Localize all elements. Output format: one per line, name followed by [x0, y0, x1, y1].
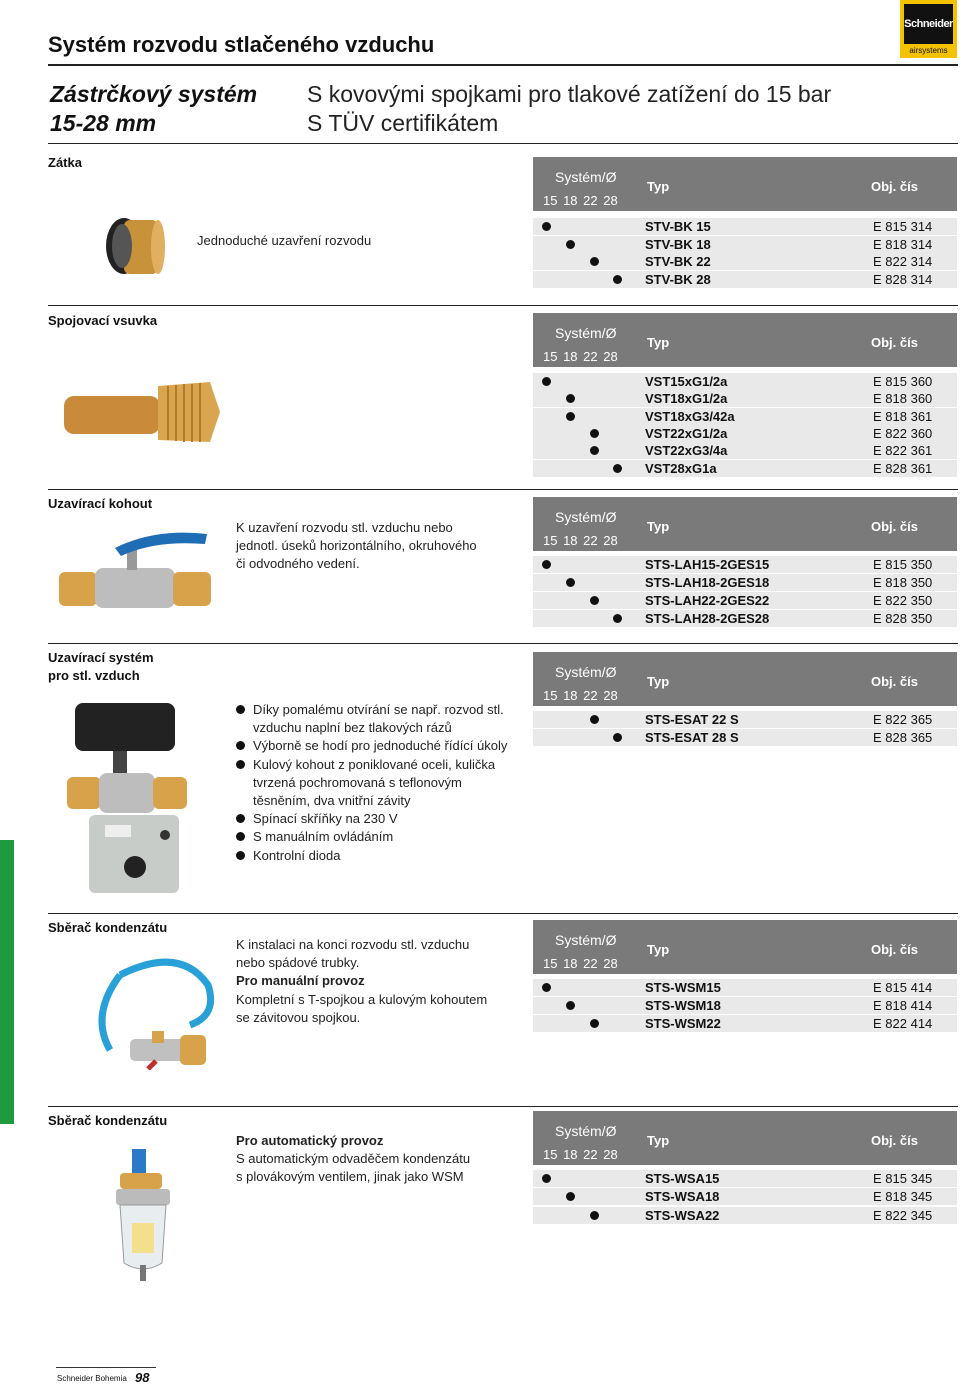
table-row — [533, 592, 957, 609]
desc-line: nebo spádové trubky. — [236, 955, 360, 971]
wsa-description — [236, 1132, 470, 1187]
row-obj: E 822 350 — [873, 593, 933, 608]
table-row — [533, 1015, 957, 1032]
desc-bold: Pro automatický provoz — [236, 1133, 384, 1148]
th-system: Systém/Ø — [555, 509, 617, 525]
nipple-image — [60, 372, 225, 452]
row-obj: E 822 414 — [873, 1016, 933, 1031]
row-typ: STS-WSA18 — [645, 1189, 720, 1204]
row-obj: E 815 314 — [873, 219, 933, 234]
size-dot — [542, 1174, 551, 1183]
size-dot — [590, 429, 599, 438]
schneider-logo — [900, 0, 957, 58]
size-dot — [613, 275, 622, 284]
table-header-4 — [533, 652, 957, 706]
row-typ: STV-BK 28 — [645, 272, 711, 287]
table-row — [533, 253, 957, 270]
table-header-6 — [533, 1111, 957, 1165]
size-dot — [542, 983, 551, 992]
th-typ: Typ — [647, 335, 670, 350]
th-typ: Typ — [647, 942, 670, 957]
feature-item: Výborně se hodí pro jednoduché řídící úkoly — [236, 737, 518, 755]
table-row — [533, 442, 957, 459]
th-typ: Typ — [647, 179, 670, 194]
row-obj: E 828 350 — [873, 611, 933, 626]
condensate-collector-manual-image — [90, 955, 220, 1070]
row-obj: E 822 360 — [873, 426, 933, 441]
table-row — [533, 460, 957, 477]
th-sizes: 15 18 22 28 — [543, 349, 618, 364]
row-obj: E 828 361 — [873, 461, 933, 476]
row-typ: VST15xG1/2a — [645, 374, 728, 389]
system-subtitle — [307, 80, 831, 138]
row-typ: STV-BK 15 — [645, 219, 711, 234]
th-system: Systém/Ø — [555, 1123, 617, 1139]
size-dot — [590, 446, 599, 455]
row-obj: E 815 360 — [873, 374, 933, 389]
table-header-3 — [533, 497, 957, 551]
row-typ: STS-LAH28-2GES28 — [645, 611, 770, 626]
row-obj: E 815 345 — [873, 1171, 933, 1186]
kohout-description — [236, 519, 477, 574]
subtitle-rule — [48, 143, 958, 144]
shutoff-system-image — [65, 695, 195, 900]
table-row — [533, 997, 957, 1014]
page-number: 98 — [135, 1370, 150, 1385]
table-row — [533, 1170, 957, 1187]
desc-line: K instalaci na konci rozvodu stl. vzduchu — [236, 937, 470, 952]
row-obj: E 818 360 — [873, 391, 933, 406]
size-dot — [542, 377, 551, 386]
th-obj: Obj. čís — [871, 335, 918, 350]
size-dot — [566, 578, 575, 587]
row-typ: VST28xG1a — [645, 461, 717, 476]
green-side-tab — [0, 840, 14, 1124]
th-sizes: 15 18 22 28 — [543, 533, 618, 548]
desc-bold: Pro manuální provoz — [236, 973, 365, 989]
th-system: Systém/Ø — [555, 169, 617, 185]
footer-company: Schneider Bohemia — [57, 1374, 127, 1383]
section-rule — [48, 1106, 958, 1107]
row-obj: E 828 365 — [873, 730, 933, 745]
th-system: Systém/Ø — [555, 664, 617, 680]
size-dot — [566, 1001, 575, 1010]
table-row — [533, 711, 957, 728]
row-obj: E 818 314 — [873, 237, 933, 252]
table-row — [533, 979, 957, 996]
row-typ: STS-WSM22 — [645, 1016, 721, 1031]
row-typ: STS-WSA15 — [645, 1171, 720, 1186]
th-sizes: 15 18 22 28 — [543, 688, 618, 703]
row-obj: E 815 350 — [873, 557, 933, 572]
th-system: Systém/Ø — [555, 325, 617, 341]
th-obj: Obj. čís — [871, 942, 918, 957]
feature-item: S manuálním ovládáním — [236, 828, 518, 846]
section-rule — [48, 643, 958, 644]
size-dot — [613, 464, 622, 473]
system-heading-line-1: Zástrčkový systém — [50, 81, 258, 107]
desc-line: s plovákovým ventilem, jinak jako WSM — [236, 1169, 464, 1185]
size-dot — [613, 614, 622, 623]
section-title-zatka: Zátka — [48, 155, 82, 170]
row-typ: STS-WSA22 — [645, 1208, 720, 1223]
section-rule — [48, 305, 958, 306]
th-typ: Typ — [647, 519, 670, 534]
table-row — [533, 373, 957, 390]
table-row — [533, 218, 957, 235]
th-obj: Obj. čís — [871, 674, 918, 689]
row-obj: E 818 414 — [873, 998, 933, 1013]
row-obj: E 818 361 — [873, 409, 933, 424]
row-typ: STS-LAH18-2GES18 — [645, 575, 770, 590]
size-dot — [613, 733, 622, 742]
system-subtitle-line-2: S TÜV certifikátem — [307, 110, 499, 136]
desc-line: K uzavření rozvodu stl. vzduchu nebo — [236, 520, 453, 535]
feature-item: Kulový kohout z poniklované oceli, kulička tvrzená pochromovaná s teflonovým těsněním, dva vnitřní závity — [236, 756, 518, 811]
table-row — [533, 425, 957, 442]
logo-sub: airsystems — [909, 46, 948, 55]
feature-item: Spínací skříňky na 230 V — [236, 810, 518, 828]
table-row — [533, 236, 957, 253]
size-dot — [590, 596, 599, 605]
row-obj: E 818 345 — [873, 1189, 933, 1204]
row-typ: VST18xG3/42a — [645, 409, 735, 424]
table-row — [533, 408, 957, 425]
desc-line: S automatickým odvaděčem kondenzátu — [236, 1151, 471, 1167]
table-row — [533, 574, 957, 591]
feature-item: Kontrolní dioda — [236, 847, 518, 865]
desc-bold-line — [236, 1132, 470, 1150]
size-dot — [590, 715, 599, 724]
table-row — [533, 390, 957, 407]
page-title: Systém rozvodu stlačeného vzduchu — [48, 32, 435, 57]
th-obj: Obj. čís — [871, 1133, 918, 1148]
desc-line: jednotl. úseků horizontálního, okruhového — [236, 538, 477, 554]
feature-item: Díky pomalému otvírání se např. rozvod stl. vzduchu naplní bez tlakových rázů — [236, 701, 508, 737]
th-obj: Obj. čís — [871, 519, 918, 534]
th-sizes: 15 18 22 28 — [543, 193, 618, 208]
size-dot — [566, 394, 575, 403]
th-sizes: 15 18 22 28 — [543, 1147, 618, 1162]
plug-image — [100, 210, 170, 280]
th-typ: Typ — [647, 1133, 670, 1148]
wsm-description — [236, 936, 487, 1027]
size-dot — [566, 240, 575, 249]
table-header-1 — [533, 157, 957, 211]
row-typ: STS-LAH22-2GES22 — [645, 593, 770, 608]
section-title-kohout: Uzavírací kohout — [48, 496, 153, 511]
row-typ: VST22xG3/4a — [645, 443, 728, 458]
row-typ: STV-BK 22 — [645, 254, 711, 269]
table-row — [533, 729, 957, 746]
row-obj: E 818 350 — [873, 575, 933, 590]
desc-line: Kompletní s T-spojkou a kulovým kohoutem — [236, 991, 488, 1007]
size-dot — [542, 560, 551, 569]
desc-bold-line — [236, 972, 487, 990]
section-title-line: pro stl. vzduch — [48, 668, 140, 683]
section-rule — [48, 913, 958, 914]
table-row — [533, 556, 957, 573]
condensate-collector-auto-image — [110, 1145, 180, 1285]
row-typ: STS-ESAT 28 S — [645, 730, 739, 745]
table-row — [533, 1207, 957, 1224]
th-system: Systém/Ø — [555, 932, 617, 948]
row-obj: E 815 414 — [873, 980, 933, 995]
row-typ: VST22xG1/2a — [645, 426, 728, 441]
row-typ: VST18xG1/2a — [645, 391, 728, 406]
section-title-vsuvka: Spojovací vsuvka — [48, 313, 158, 328]
th-typ: Typ — [647, 674, 670, 689]
section-title-wsa: Sběrač kondenzátu — [48, 1113, 168, 1128]
title-rule — [48, 64, 958, 66]
desc-line: se závitovou spojkou. — [236, 1009, 361, 1025]
footer-rule — [56, 1367, 156, 1368]
ball-valve-image — [55, 520, 215, 615]
size-dot — [590, 1211, 599, 1220]
table-row — [533, 1188, 957, 1205]
desc-line: či odvodného vedení. — [236, 556, 360, 572]
row-typ: STV-BK 18 — [645, 237, 711, 252]
table-header-5 — [533, 920, 957, 974]
logo-text: Schneider — [904, 4, 953, 44]
section-title-wsm: Sběrač kondenzátu — [48, 920, 168, 935]
row-typ: STS-ESAT 22 S — [645, 712, 739, 727]
size-dot — [542, 222, 551, 231]
system-heading — [50, 80, 257, 138]
row-typ: STS-LAH15-2GES15 — [645, 557, 770, 572]
size-dot — [590, 1019, 599, 1028]
zatka-description: Jednoduché uzavření rozvodu — [197, 233, 372, 248]
row-typ: STS-WSM15 — [645, 980, 721, 995]
size-dot — [566, 412, 575, 421]
feature-list — [236, 701, 518, 865]
row-obj: E 822 361 — [873, 443, 933, 458]
th-obj: Obj. čís — [871, 179, 918, 194]
row-obj: E 828 314 — [873, 272, 933, 287]
th-sizes: 15 18 22 28 — [543, 956, 618, 971]
section-title-system — [48, 649, 154, 685]
section-title-line: Uzavírací systém — [48, 650, 154, 665]
row-obj: E 822 345 — [873, 1208, 933, 1223]
row-obj: E 822 314 — [873, 254, 933, 269]
row-typ: STS-WSM18 — [645, 998, 721, 1013]
section-rule — [48, 489, 958, 490]
table-header-2 — [533, 313, 957, 367]
row-obj: E 822 365 — [873, 712, 933, 727]
table-row — [533, 271, 957, 288]
system-subtitle-line-1: S kovovými spojkami pro tlakové zatížení do 15 bar — [307, 81, 832, 107]
size-dot — [590, 257, 599, 266]
system-heading-line-2: 15-28 mm — [50, 110, 157, 136]
table-row — [533, 610, 957, 627]
size-dot — [566, 1192, 575, 1201]
